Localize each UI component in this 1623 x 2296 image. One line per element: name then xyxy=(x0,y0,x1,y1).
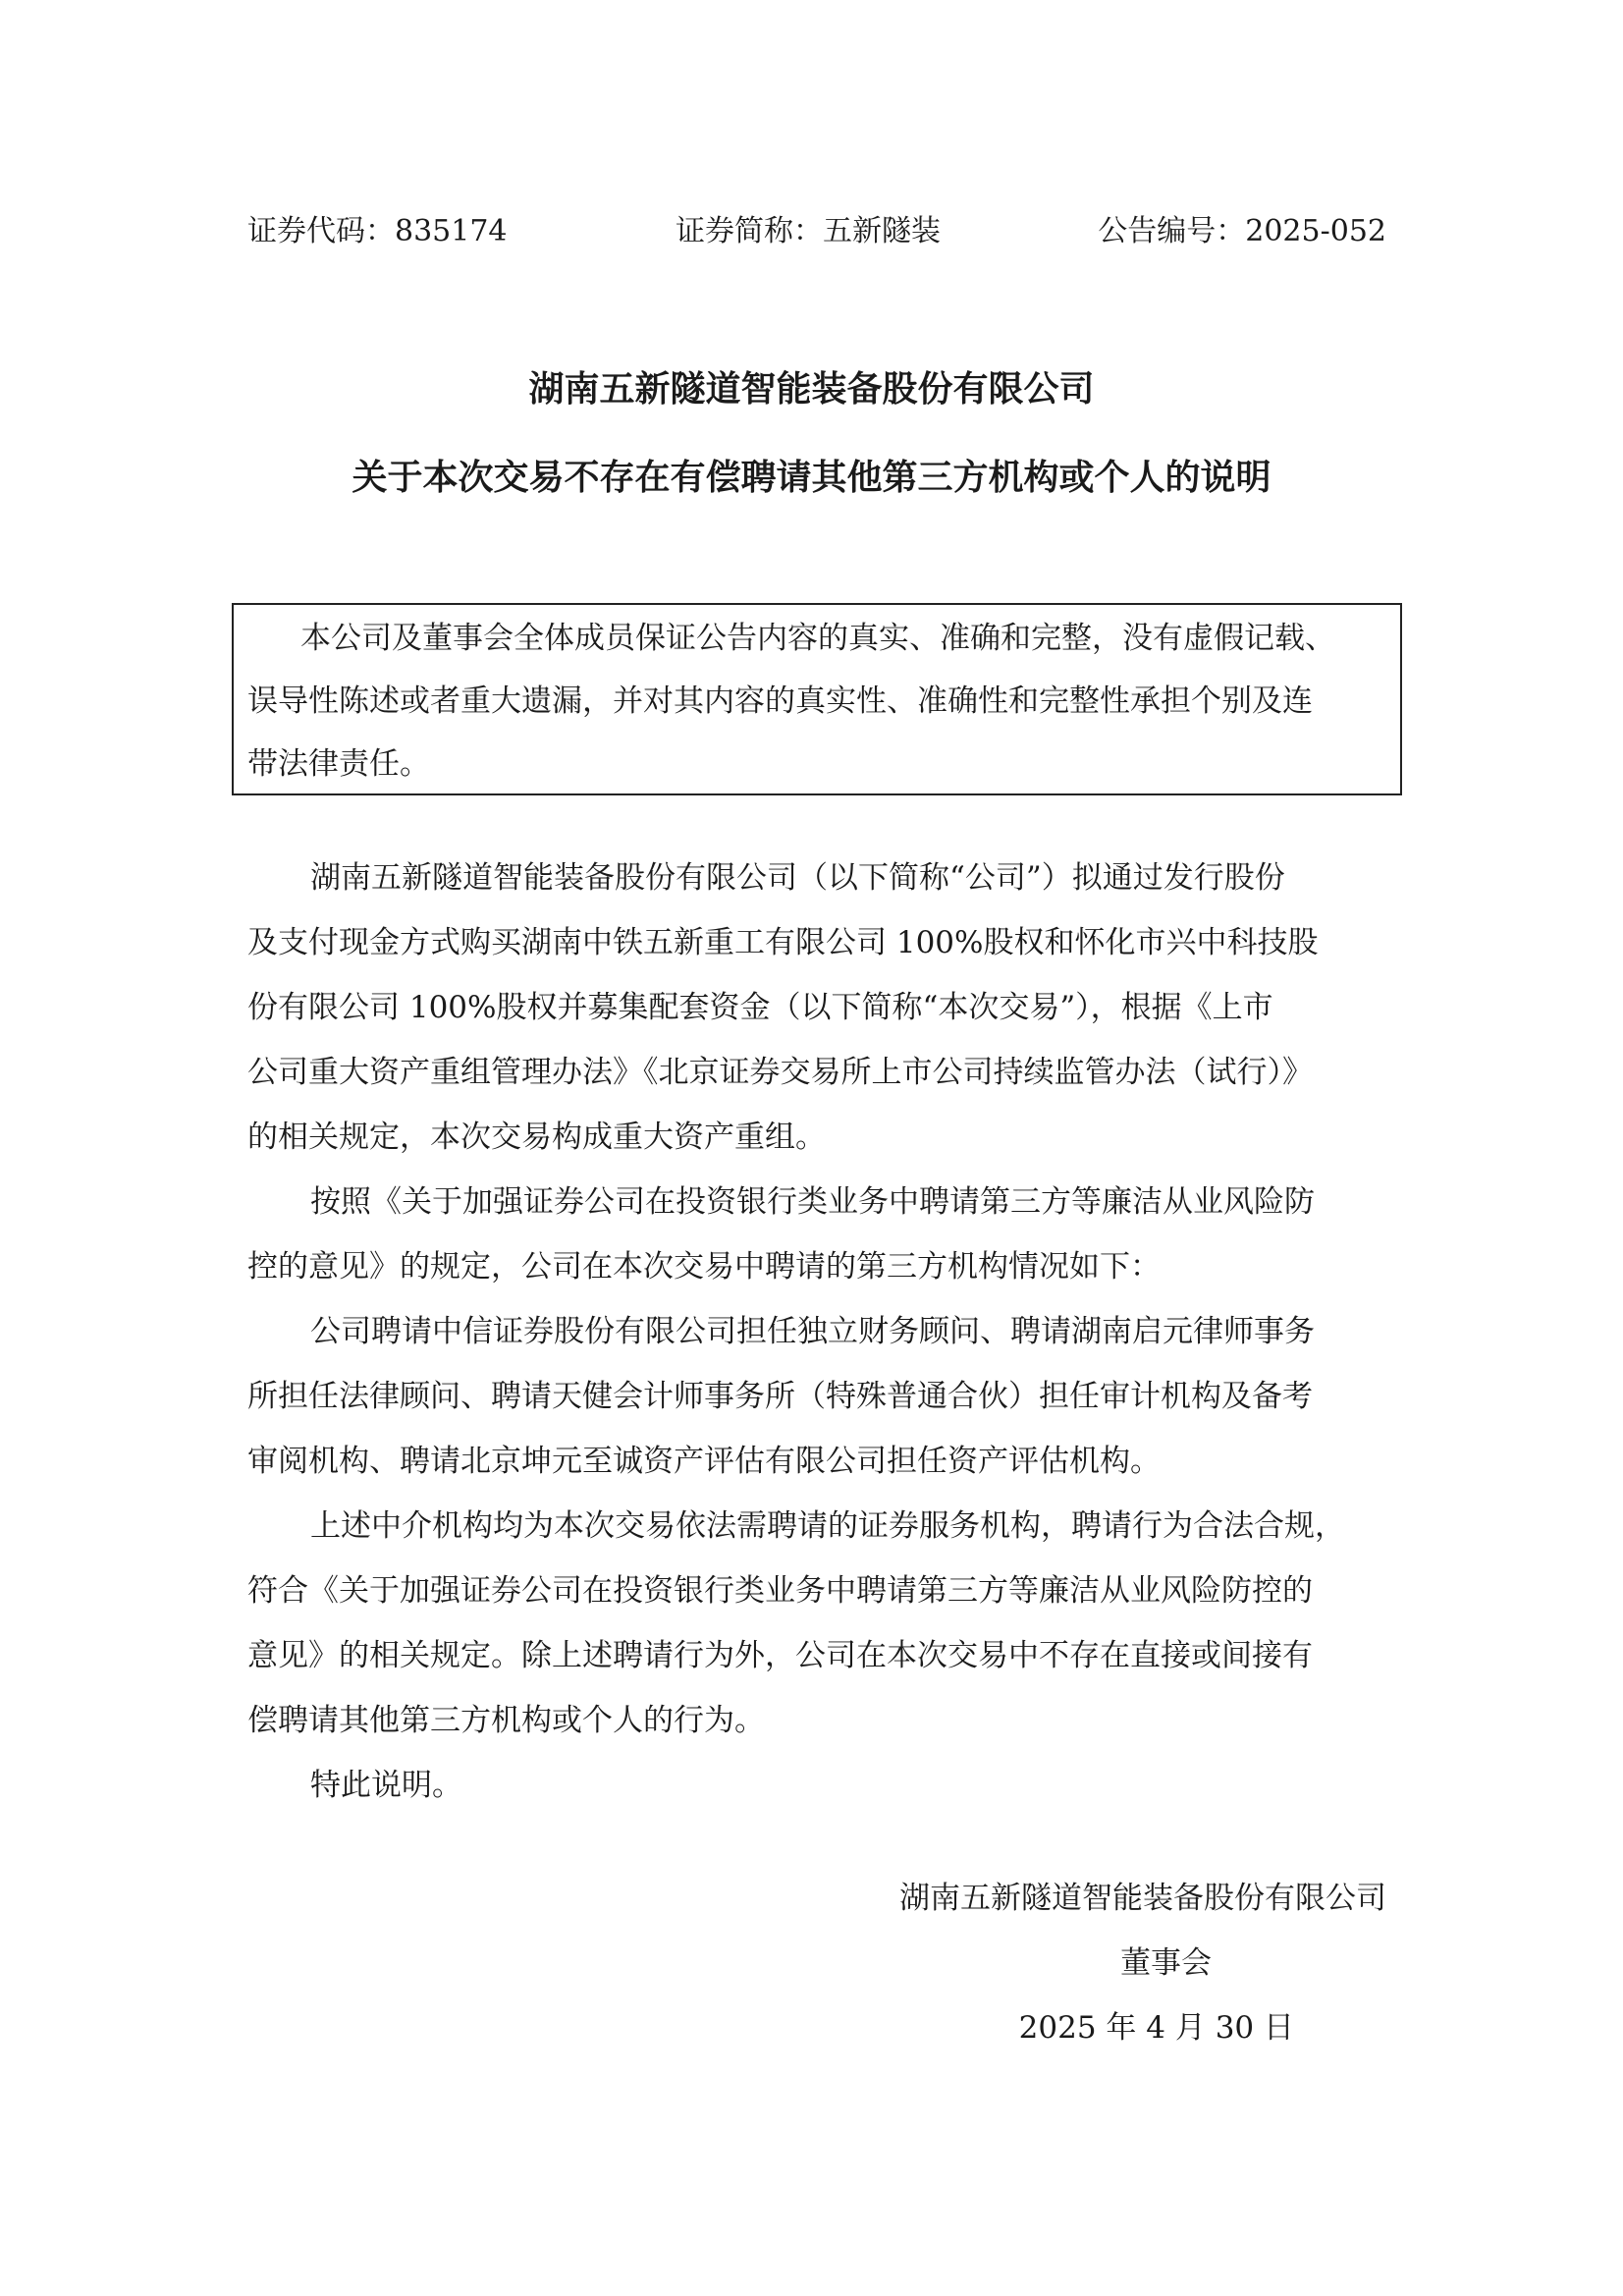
notice-line: 本公司及董事会全体成员保证公告内容的真实、准确和完整，没有虚假记载、 xyxy=(300,621,1335,656)
paragraph-2-line: 控的意见》的规定，公司在本次交易中聘请的第三方机构情况如下： xyxy=(247,1249,1161,1285)
paragraph-1-line: 公司重大资产重组管理办法》《北京证券交易所上市公司持续监管办法（试行）》 xyxy=(247,1055,1313,1090)
security-code: 证券代码：835174 xyxy=(247,214,508,248)
paragraph-5-line: 特此说明。 xyxy=(310,1768,462,1803)
document-header xyxy=(247,210,1386,253)
notice-line: 带法律责任。 xyxy=(247,746,430,782)
paragraph-3-line: 公司聘请中信证券股份有限公司担任独立财务顾问、聘请湖南启元律师事务 xyxy=(310,1314,1315,1349)
paragraph-3-line: 所担任法律顾问、聘请天健会计师事务所（特殊普通合伙）担任审计机构及备考 xyxy=(247,1379,1313,1414)
paragraph-2-line: 按照《关于加强证券公司在投资银行类业务中聘请第三方等廉洁从业风险防 xyxy=(310,1184,1315,1220)
paragraph-1-line: 及支付现金方式购买湖南中铁五新重工有限公司 100%股权和怀化市兴中科技股 xyxy=(247,925,1319,960)
signature-company: 湖南五新隧道智能装备股份有限公司 xyxy=(899,1881,1386,1916)
signature-board: 董事会 xyxy=(1120,1945,1212,1981)
paragraph-4-line: 意见》的相关规定。除上述聘请行为外，公司在本次交易中不存在直接或间接有 xyxy=(247,1638,1313,1673)
paragraph-3-line: 审阅机构、聘请北京坤元至诚资产评估有限公司担任资产评估机构。 xyxy=(247,1444,1161,1479)
signature-date: 2025 年 4 月 30 日 xyxy=(1018,2010,1294,2046)
paragraph-4-line: 偿聘请其他第三方机构或个人的行为。 xyxy=(247,1703,765,1738)
announcement-number: 公告编号：2025-052 xyxy=(1098,214,1386,248)
paragraph-4-line: 上述中介机构均为本次交易依法需聘请的证券服务机构，聘请行为合法合规， xyxy=(310,1508,1345,1544)
notice-line: 误导性陈述或者重大遗漏，并对其内容的真实性、准确性和完整性承担个别及连 xyxy=(247,683,1313,719)
document-title-company: 湖南五新隧道智能装备股份有限公司 xyxy=(528,369,1095,410)
document-title-subject: 关于本次交易不存在有偿聘请其他第三方机构或个人的说明 xyxy=(352,458,1271,498)
paragraph-4-line: 符合《关于加强证券公司在投资银行类业务中聘请第三方等廉洁从业风险防控的 xyxy=(247,1573,1313,1609)
security-abbreviation: 证券简称：五新隧装 xyxy=(676,214,941,248)
paragraph-1-line: 湖南五新隧道智能装备股份有限公司（以下简称“公司”）拟通过发行股份 xyxy=(310,860,1285,896)
paragraph-1-line: 的相关规定，本次交易构成重大资产重组。 xyxy=(247,1120,826,1155)
paragraph-1-line: 份有限公司 100%股权并募集配套资金（以下简称“本次交易”），根据《上市 xyxy=(247,990,1273,1025)
responsibility-notice-box xyxy=(232,603,1402,795)
